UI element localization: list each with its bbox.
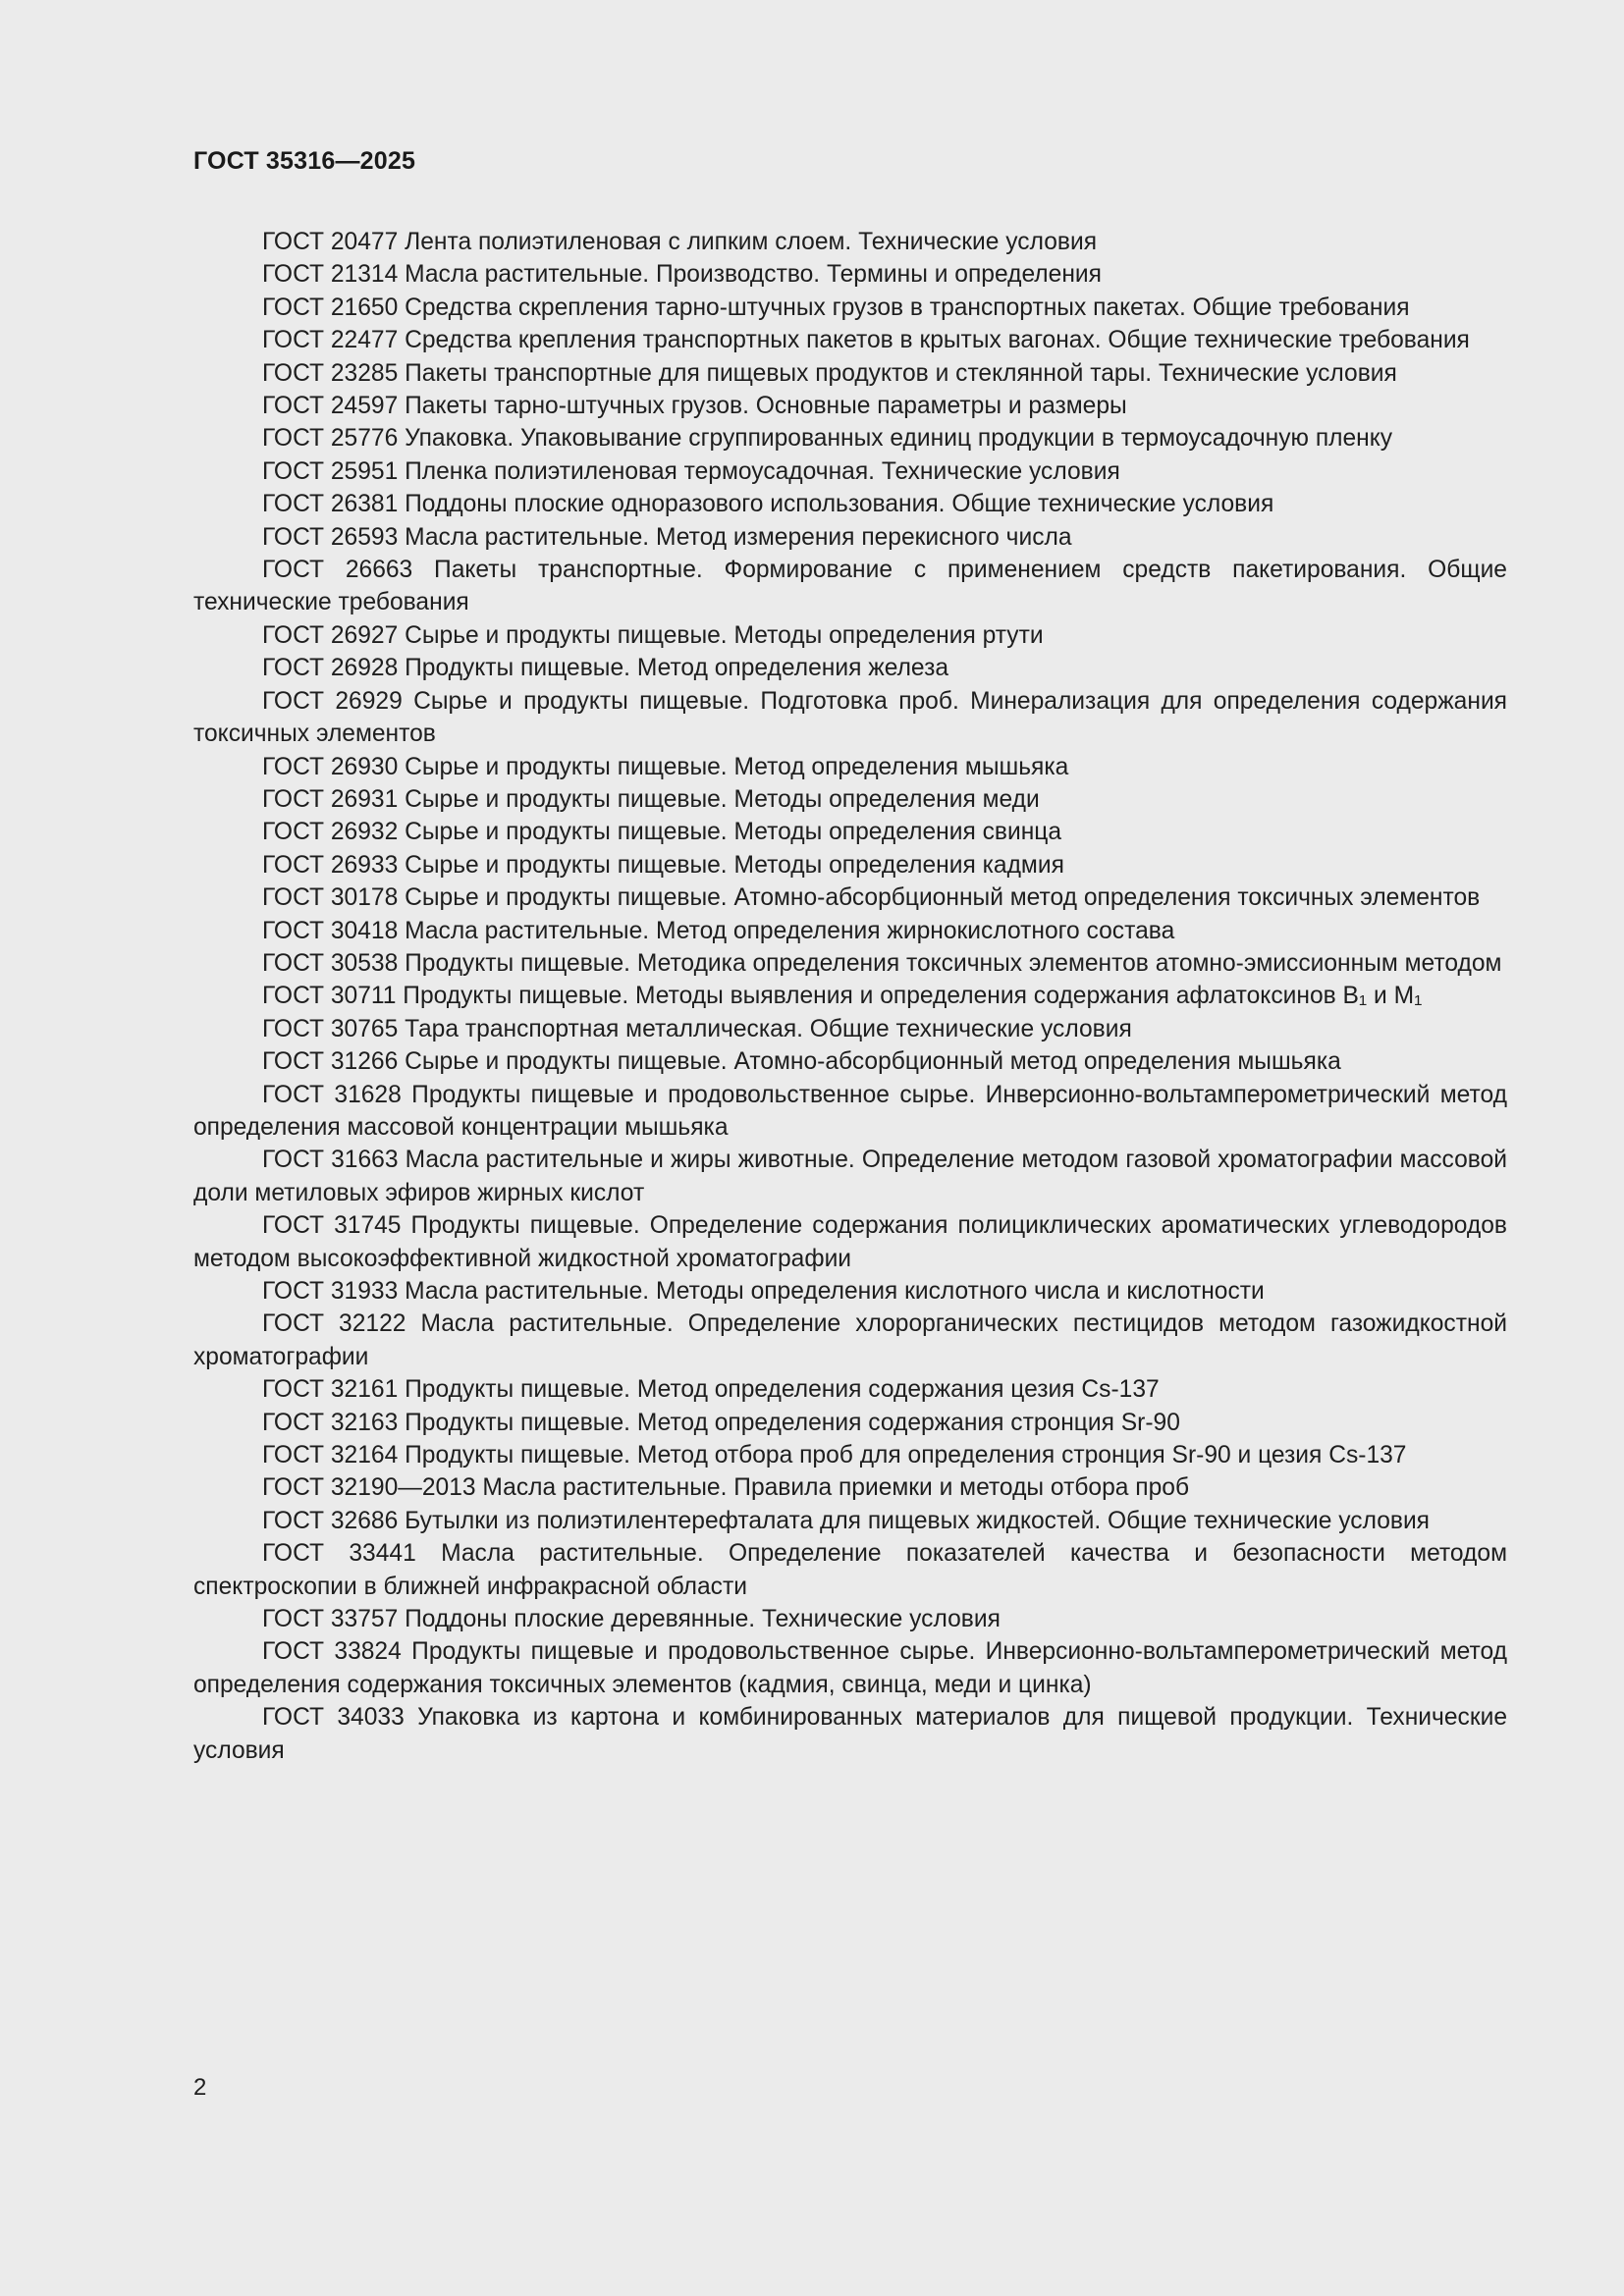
reference-item: ГОСТ 32161 Продукты пищевые. Метод определения содержания цезия Cs-137	[262, 1376, 1160, 1404]
normative-references-list	[193, 226, 1507, 1767]
reference-item: ГОСТ 26931 Сырье и продукты пищевые. Методы определения меди	[262, 785, 1040, 813]
reference-item: ГОСТ 20477 Лента полиэтиленовая с липким слоем. Технические условия	[262, 229, 1098, 255]
reference-item: ГОСТ 30711 Продукты пищевые. Методы выявления и определения содержания афлатоксинов B₁ и M₁	[262, 983, 1423, 1010]
reference-item: ГОСТ 26928 Продукты пищевые. Метод определения железа	[262, 655, 949, 682]
page-number: 2	[193, 2074, 207, 2101]
reference-item: ГОСТ 25776 Упаковка. Упаковывание сгруппированных единиц продукции в термоусадочную пленку	[262, 425, 1393, 453]
reference-item: ГОСТ 26933 Сырье и продукты пищевые. Методы определения кадмия	[262, 851, 1064, 879]
reference-item: ГОСТ 30178 Сырье и продукты пищевые. Атомно-абсорбционный метод определения токсичных элементов	[262, 884, 1481, 912]
reference-item: ГОСТ 34033 Упаковка из картона и комбинированных материалов для пищевой продукции. Технические условия	[193, 1704, 1507, 1764]
reference-item: ГОСТ 21314 Масла растительные. Производство. Термины и определения	[262, 261, 1102, 289]
reference-item: ГОСТ 33824 Продукты пищевые и продовольственное сырье. Инверсионно-вольтамперометрический метод определения содержания токсичных элементов (кадмия, свинца, меди и цинка)	[193, 1638, 1507, 1698]
reference-item: ГОСТ 26663 Пакеты транспортные. Формирование с применением средств пакетирования. Общие технические требования	[193, 557, 1507, 616]
reference-item: ГОСТ 33757 Поддоны плоские деревянные. Технические условия	[262, 1606, 1001, 1633]
reference-item: ГОСТ 26932 Сырье и продукты пищевые. Методы определения свинца	[262, 819, 1062, 846]
reference-item: ГОСТ 32163 Продукты пищевые. Метод определения содержания стронция Sr-90	[262, 1409, 1180, 1436]
reference-item: ГОСТ 30538 Продукты пищевые. Методика определения токсичных элементов атомно-эмиссионным методом	[262, 949, 1502, 977]
reference-item: ГОСТ 30418 Масла растительные. Метод определения жирнокислотного состава	[262, 917, 1175, 944]
reference-item: ГОСТ 24597 Пакеты тарно-штучных грузов. Основные параметры и размеры	[262, 393, 1127, 420]
reference-item: ГОСТ 32686 Бутылки из полиэтилентерефталата для пищевых жидкостей. Общие технические условия	[262, 1507, 1431, 1534]
reference-item: ГОСТ 30765 Тара транспортная металлическая. Общие технические условия	[262, 1015, 1132, 1042]
reference-item: ГОСТ 22477 Средства крепления транспортных пакетов в крытых вагонах. Общие технические требования	[262, 327, 1470, 354]
reference-item: ГОСТ 25951 Пленка полиэтиленовая термоусадочная. Технические условия	[262, 457, 1120, 485]
reference-item: ГОСТ 32190—2013 Масла растительные. Правила приемки и методы отбора проб	[262, 1474, 1190, 1502]
reference-item: ГОСТ 31266 Сырье и продукты пищевые. Атомно-абсорбционный метод определения мышьяка	[262, 1048, 1341, 1076]
reference-item: ГОСТ 26381 Поддоны плоские одноразового использования. Общие технические условия	[262, 491, 1274, 518]
reference-item: ГОСТ 26927 Сырье и продукты пищевые. Методы определения ртути	[262, 621, 1044, 649]
reference-item: ГОСТ 26593 Масла растительные. Метод измерения перекисного числа	[262, 523, 1072, 551]
reference-item: ГОСТ 21650 Средства скрепления тарно-штучных грузов в транспортных пакетах. Общие требования	[262, 294, 1410, 321]
reference-item: ГОСТ 31745 Продукты пищевые. Определение содержания полициклических ароматических углеводородов методом высокоэффективной жидкостной хроматографии	[193, 1212, 1507, 1272]
reference-item: ГОСТ 26929 Сырье и продукты пищевые. Подготовка проб. Минерализация для определения содержания токсичных элементов	[193, 687, 1507, 748]
reference-item: ГОСТ 31933 Масла растительные. Методы определения кислотного числа и кислотности	[262, 1278, 1265, 1305]
reference-item: ГОСТ 26930 Сырье и продукты пищевые. Метод определения мышьяка	[262, 753, 1069, 780]
document-header: ГОСТ 35316—2025	[193, 147, 416, 175]
reference-item: ГОСТ 32164 Продукты пищевые. Метод отбора проб для определения стронция Sr-90 и цезия Cs-137	[262, 1442, 1407, 1469]
reference-item: ГОСТ 33441 Масла растительные. Определение показателей качества и безопасности методом спектроскопии в ближней инфракрасной области	[193, 1540, 1507, 1600]
reference-item: ГОСТ 31628 Продукты пищевые и продовольственное сырье. Инверсионно-вольтамперометрический метод определения массовой концентрации мышьяка	[193, 1081, 1507, 1141]
reference-item: ГОСТ 32122 Масла растительные. Определение хлорорганических пестицидов методом газожидкостной хроматографии	[193, 1310, 1507, 1370]
reference-item: ГОСТ 31663 Масла растительные и жиры животные. Определение методом газовой хроматографии массовой доли метиловых эфиров жирных кислот	[193, 1147, 1507, 1206]
reference-item: ГОСТ 23285 Пакеты транспортные для пищевых продуктов и стеклянной тары. Технические условия	[262, 359, 1397, 387]
